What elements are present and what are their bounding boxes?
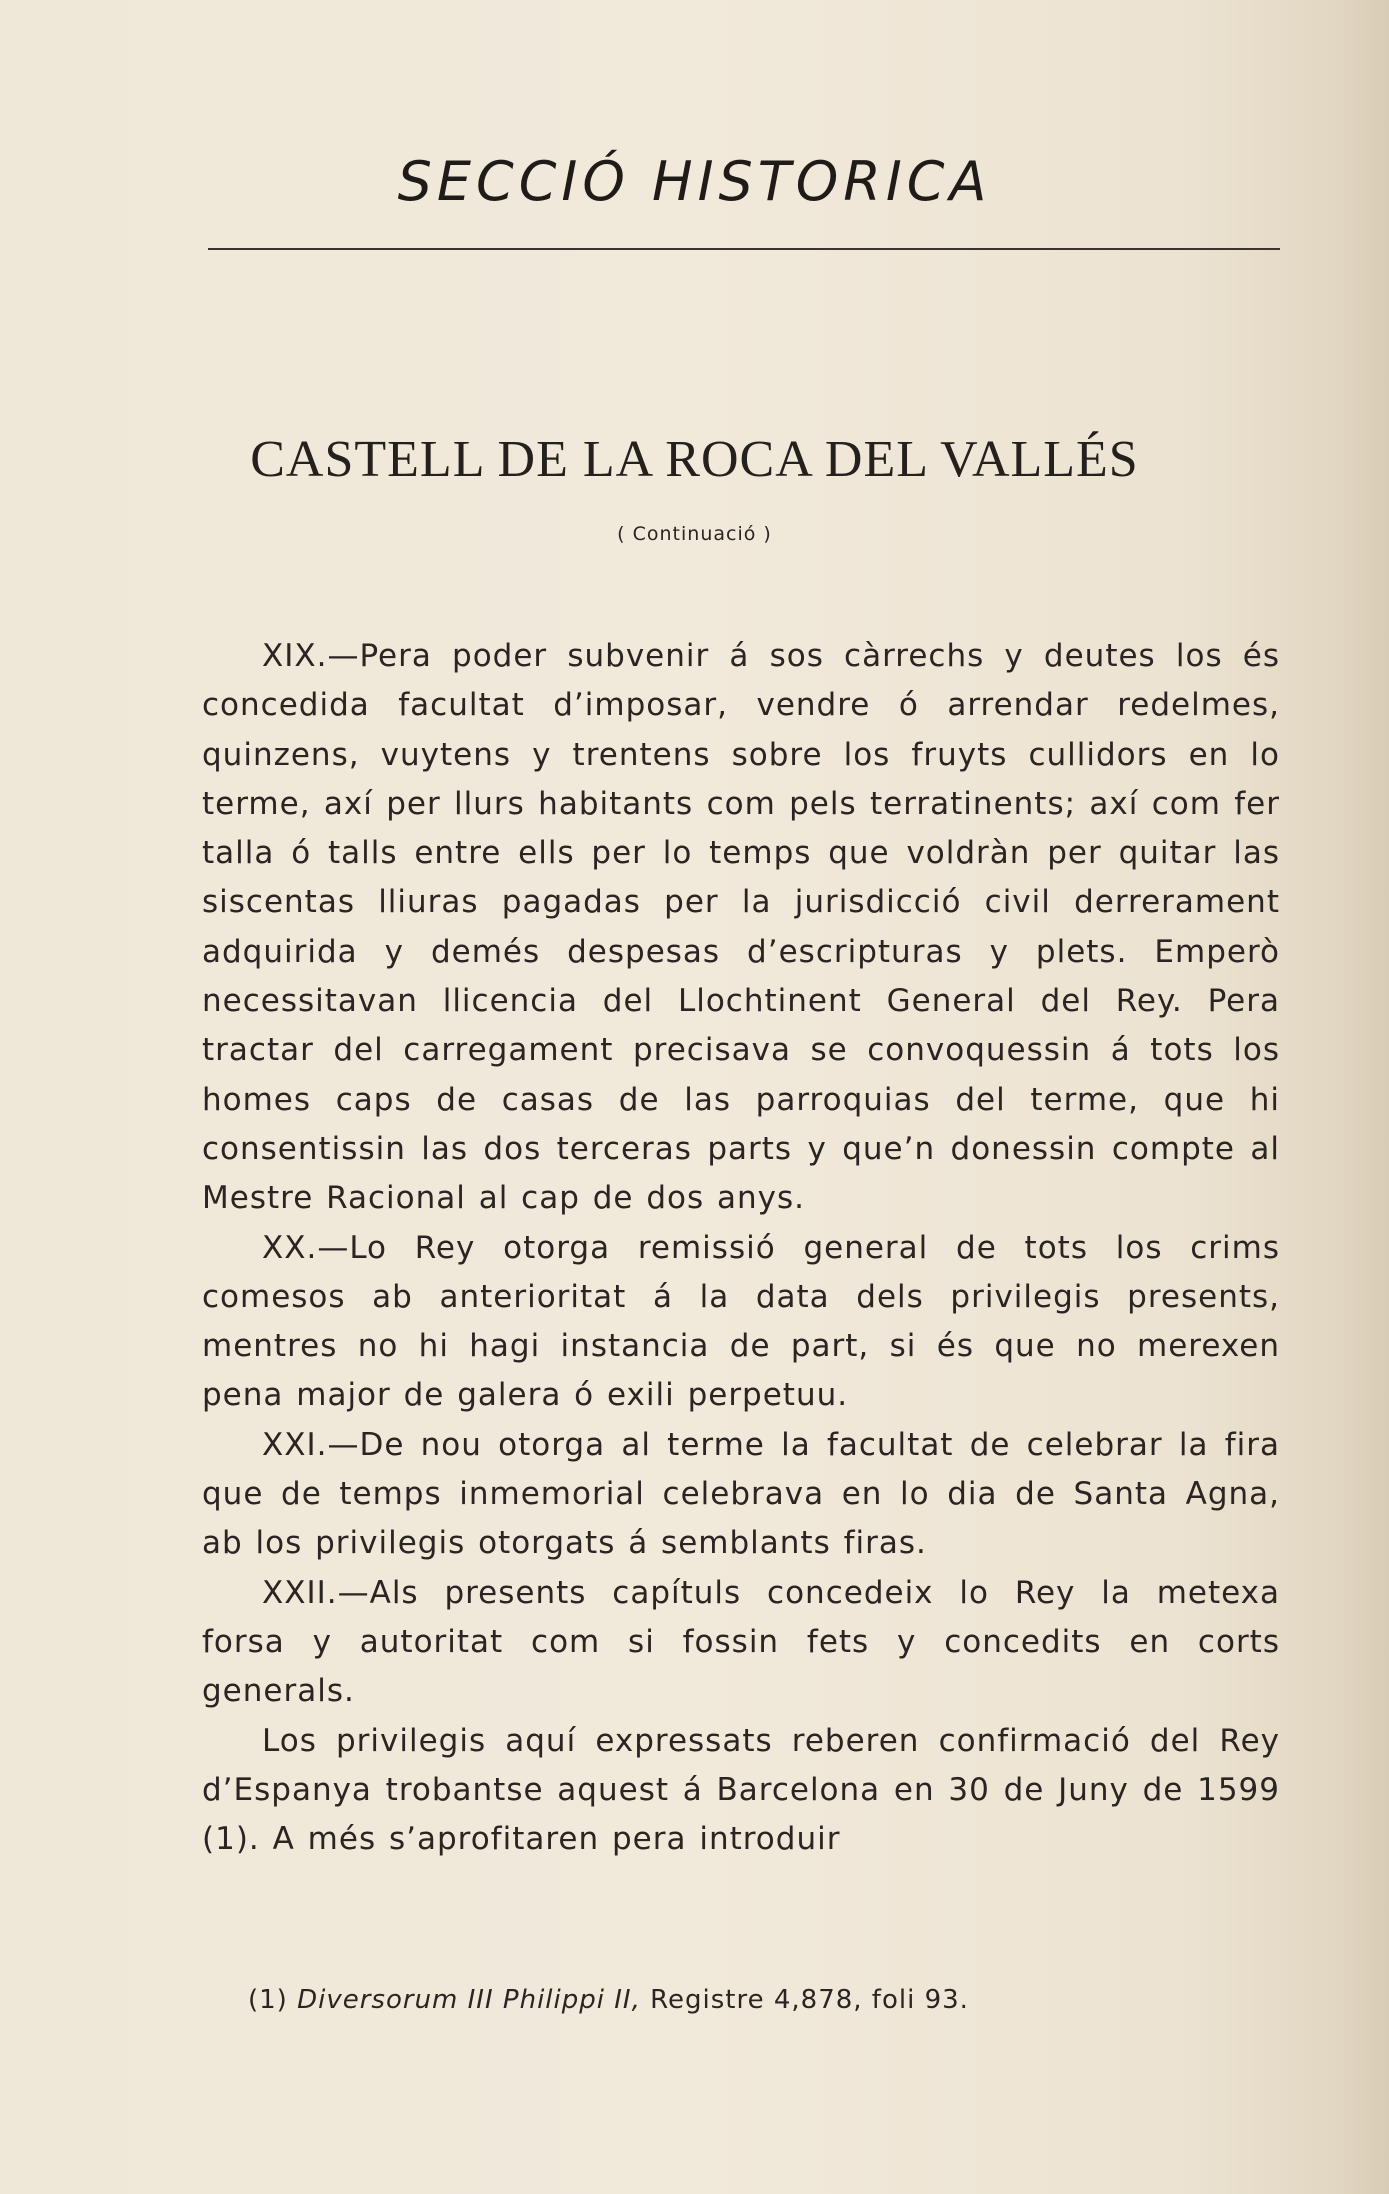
footnote-source-title: Diversorum III Philippi II, (297, 1985, 641, 2015)
footnote (248, 1985, 1248, 2015)
paragraph-confirmation: Los privilegis aquí expressats reberen confirmació del Rey d’Espanya trobantse aquest á Barcelona en 30 de Juny de 1599 (1). A més s’aprofitaren pera introduir (202, 1722, 1280, 1858)
paragraph-xx: XX.—Lo Rey otorga remissió general de tots los crims comesos ab anterioritat á la data dels privilegis presents, mentres no hi hagi instancia de part, si és que no merexen pena major de galera ó exili perpetuu. (202, 1229, 1280, 1414)
footnote-reference: Registre 4,878, foli 93. (650, 1985, 969, 2015)
footnote-marker: (1) (248, 1985, 288, 2015)
article-body (202, 632, 1280, 1864)
paragraph-xxii: XXII.—Als presents capítuls concedeix lo Rey la metexa forsa y autoritat com si fossin fets y concedits en corts generals. (202, 1574, 1280, 1710)
header-divider (208, 248, 1280, 250)
section-title: SECCIÓ HISTORICA (397, 150, 992, 213)
paragraph-xxi: XXI.—De nou otorga al terme la facultat de celebrar la fira que de temps inmemorial celebrava en lo dia de Santa Agna, ab los privilegis otorgats á semblants firas. (202, 1426, 1280, 1562)
article-title: CASTELL DE LA ROCA DEL VALLÉS (250, 431, 1139, 488)
continuation-subtitle: ( Continuació ) (617, 523, 772, 545)
paragraph-xix: XIX.—Pera poder subvenir á sos càrrechs y deutes los és concedida facultat d’imposar, vendre ó arrendar redelmes, quinzens, vuytens y trentens sobre los fruyts cullidors en lo terme, axí per llurs habitants com pels terratinents; axí com fer talla ó talls entre ells per lo temps que voldràn per quitar las siscentas lliuras pagadas per la jurisdicció civil derrerament adquirida y demés despesas d’escripturas y plets. Emperò necessitavan llicencia del Llochtinent General del Rey. Pera tractar del carregament precisava se convoquessin á tots los homes caps de casas de las parroquias del terme, que hi consentissin las dos terceras parts y que’n donessin compte al Mestre Racional al cap de dos anys. (202, 638, 1280, 1217)
